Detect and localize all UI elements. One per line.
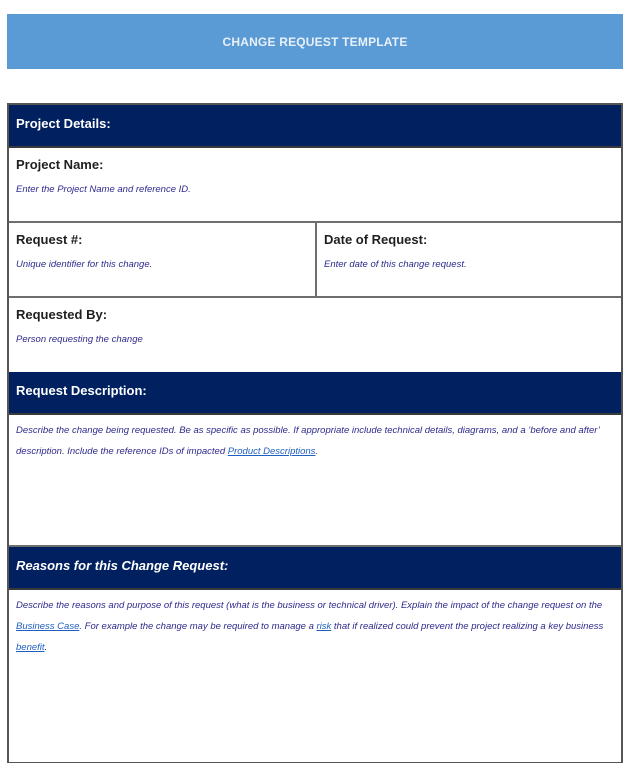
request-description-text-part: Describe the change being requested. Be as specific as possible. If appropriate include technical details, diagrams, and a ‘before and after’ description. Include the reference IDs of impacted	[16, 425, 600, 457]
product-descriptions-link[interactable]: Product Descriptions	[227, 446, 316, 457]
change-request-form	[7, 103, 623, 763]
section-title: Reasons for this Change Request:	[16, 558, 229, 573]
requested-by-field[interactable]	[9, 298, 621, 372]
requested-by-label: Requested By:	[16, 307, 108, 322]
benefit-link[interactable]: benefit	[16, 642, 45, 653]
request-description-field[interactable]	[9, 415, 621, 547]
request-description-text-part: .	[315, 446, 319, 457]
section-title: Project Details:	[16, 116, 111, 131]
date-of-request-field[interactable]	[317, 223, 621, 296]
request-number-field[interactable]	[9, 223, 315, 296]
section-header-project-details	[9, 105, 621, 148]
project-name-hint: Enter the Project Name and reference ID.	[16, 184, 191, 195]
date-of-request-hint: Enter date of this change request.	[324, 259, 467, 270]
reasons-text-part: . For example the change may be required to manage a	[79, 621, 317, 632]
section-header-request-description	[9, 372, 621, 415]
document-title-banner	[7, 14, 623, 69]
reasons-text-part: Describe the reasons and purpose of this request (what is the business or technical driver). Explain the impact of the change request on the	[16, 600, 603, 611]
risk-link[interactable]: risk	[316, 621, 332, 632]
business-case-link[interactable]: Business Case	[16, 621, 80, 632]
reasons-text-part: .	[44, 642, 48, 653]
project-name-field[interactable]	[9, 148, 621, 223]
request-number-label: Request #:	[16, 232, 83, 247]
reasons-field[interactable]	[9, 590, 621, 762]
section-header-reasons	[9, 547, 621, 590]
document-title: CHANGE REQUEST TEMPLATE	[222, 34, 408, 49]
request-number-hint: Unique identifier for this change.	[16, 259, 153, 270]
section-title: Request Description:	[16, 383, 147, 398]
reasons-text-part: that if realized could prevent the project realizing a key business	[331, 621, 604, 632]
request-date-row	[9, 223, 621, 298]
requested-by-hint: Person requesting the change	[16, 334, 143, 345]
project-name-label: Project Name:	[16, 157, 104, 172]
date-of-request-label: Date of Request:	[324, 232, 428, 247]
request-description-text	[9, 415, 621, 462]
reasons-text	[9, 590, 621, 658]
